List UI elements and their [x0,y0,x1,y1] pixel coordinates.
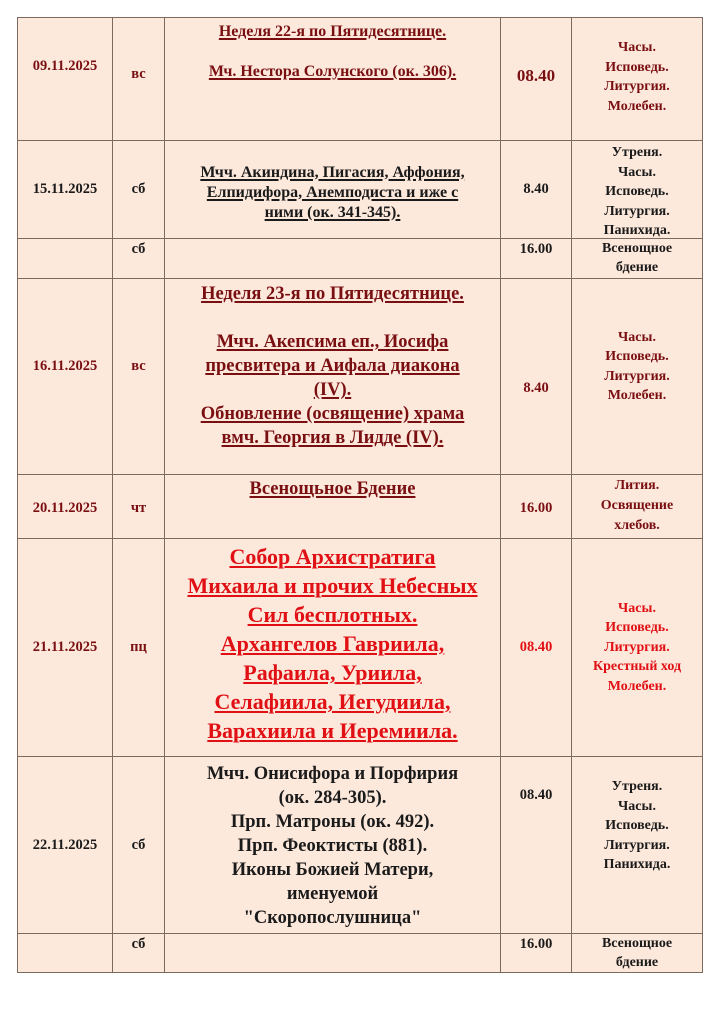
weekday-cell [112,140,164,238]
service: Исповедь. [605,818,669,833]
weekday: сб [131,936,146,952]
event-line: Елпидифора, Анемподиста и иже с [206,183,459,201]
service: Литургия. [604,368,670,384]
weekday: пц [130,639,147,655]
time-cell [500,933,571,973]
service: Исповедь. [605,620,669,636]
event-line: Рафаила, Уриила, [243,660,422,685]
weekday-cell [112,278,164,474]
service: Исповедь. [605,59,669,75]
service: Литургия. [604,203,670,219]
table-row [17,933,703,973]
weekday-cell [112,17,164,140]
event-cell [164,17,500,140]
weekday-cell [112,474,164,538]
service: Освящение [600,498,674,513]
event-line: Мчч. Акепсима еп., Иосифа [216,332,449,352]
table-row [17,538,703,756]
table-row [17,474,703,538]
event-line: (ок. 284-305). [278,788,387,808]
event-line: Сил бесплотных. [247,602,418,627]
service: Часы. [618,798,656,814]
event-cell [164,933,500,973]
date-cell [17,474,112,538]
event-line: "Скоропослушница" [243,908,422,928]
event-line: Собор Архистратига [229,544,436,569]
time-cell [500,238,571,278]
date: 16.11.2025 [32,358,98,374]
services-cell [571,756,703,933]
weekday-cell [112,538,164,756]
event-line: Иконы Божией Матери, [231,860,434,880]
table-row [17,140,703,238]
services-cell [571,538,703,756]
service: Молебен. [607,678,667,694]
event-line: Мчч. Онисифора и Порфирия [206,764,459,784]
service: Часы. [618,600,656,616]
services-cell [571,17,703,140]
date-cell [17,17,112,140]
date-cell [17,933,112,973]
service: Литургия. [604,639,670,655]
service: бдение [615,955,659,970]
service: бдение [615,260,659,275]
date: 21.11.2025 [32,639,98,655]
time-cell [500,140,571,238]
weekday: сб [131,181,146,197]
event-line: именуемой [286,884,379,904]
service: Молебен. [607,388,667,403]
service: хлебов. [614,518,660,533]
time: 16.00 [519,241,553,257]
event-line: ними (ок. 341-345). [264,203,401,221]
service: Литургия. [604,79,670,94]
event-line: Всенощьное Бдение [249,479,416,499]
service: Молебен. [607,98,667,114]
time: 08.40 [519,787,553,803]
event-line: Варахиила и Иеремиила. [207,718,458,743]
event-line: Прп. Феоктисты (881). [237,836,428,856]
event-title: Неделя 23-я по Пятидесятнице. [201,284,464,304]
service: Литургия. [604,837,670,853]
event-line: Прп. Матроны (ок. 492). [230,812,435,832]
table-row [17,17,703,140]
date: 20.11.2025 [32,500,98,516]
event-cell [164,756,500,933]
service: Часы. [618,40,656,55]
event-line: вмч. Георгия в Лидде (IV). [221,428,444,448]
event-cell [164,538,500,756]
table-row [17,756,703,933]
table-row [17,278,703,474]
event-line: Мч. Нестора Солунского (ок. 306). [208,63,457,80]
time: 16.00 [519,936,553,952]
weekday-cell [112,756,164,933]
service: Всенощное [601,936,673,951]
service: Исповедь. [605,184,669,199]
service: Часы. [618,329,656,345]
time: 08.40 [519,639,553,655]
weekday: чт [130,500,147,516]
date-cell [17,238,112,278]
event-line: Михаила и прочих Небесных [187,573,478,598]
service: Крестный ход [592,659,682,675]
weekday: вс [131,358,146,374]
service: Исповедь. [605,349,669,364]
event-line: Архангелов Гавриила, [220,631,445,656]
weekday: вс [131,66,146,82]
time: 8.40 [523,380,549,396]
event-line: пресвитера и Аифала диакона [205,356,460,376]
service: Утреня. [611,779,663,794]
weekday: сб [131,241,146,257]
time-cell [500,538,571,756]
time-cell [500,17,571,140]
time: 16.00 [519,500,553,516]
table-row [17,238,703,278]
time-cell [500,278,571,474]
time: 08.40 [516,66,556,85]
event-line: Селафиила, Иегудиила, [214,689,451,714]
service: Лития. [614,478,660,493]
time: 8.40 [523,181,549,197]
services-cell [571,933,703,973]
service: Панихида. [603,223,671,238]
event-cell [164,140,500,238]
date: 22.11.2025 [32,836,98,853]
date-cell [17,538,112,756]
date-cell [17,278,112,474]
event-line: Обновление (освящение) храма [200,404,465,424]
weekday: сб [131,836,146,853]
event-cell [164,238,500,278]
date: 09.11.2025 [32,58,98,74]
service: Панихида. [603,857,671,872]
event-cell [164,474,500,538]
service: Часы. [618,164,656,180]
date: 15.11.2025 [32,181,98,197]
time-cell [500,474,571,538]
event-cell [164,278,500,474]
services-cell [571,278,703,474]
services-cell [571,140,703,238]
event-line: (IV). [313,380,352,400]
service: Утреня. [611,145,663,160]
date-cell [17,756,112,933]
weekday-cell [112,238,164,278]
weekday-cell [112,933,164,973]
time-cell [500,756,571,933]
event-line: Мчч. Акиндина, Пигасия, Аффония, [200,163,465,181]
services-cell [571,238,703,278]
service: Всенощное [601,241,673,256]
date-cell [17,140,112,238]
schedule-table [17,17,703,973]
event-title: Неделя 22-я по Пятидесятнице. [218,23,447,40]
services-cell [571,474,703,538]
